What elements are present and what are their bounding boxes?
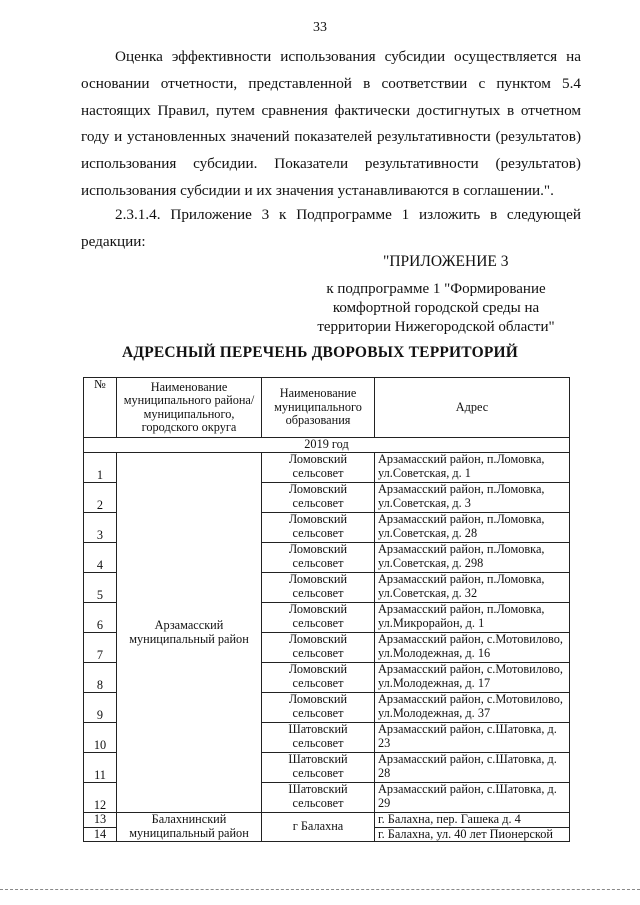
header-address: Адрес bbox=[375, 378, 570, 438]
address-cell: г. Балахна, пер. Гашека д. 4 bbox=[375, 813, 570, 828]
row-number: 12 bbox=[84, 783, 117, 813]
header-locality: Наименование муниципального образования bbox=[262, 378, 375, 438]
address-cell: Арзамасский район, с.Мотовилово, ул.Молодежная, д. 37 bbox=[375, 693, 570, 723]
row-number: 5 bbox=[84, 573, 117, 603]
locality-cell: Ломовский сельсовет bbox=[262, 483, 375, 513]
locality-cell: Ломовский сельсовет bbox=[262, 513, 375, 543]
locality-cell: Ломовский сельсовет bbox=[262, 693, 375, 723]
table-header-row bbox=[84, 378, 570, 438]
row-number: 13 bbox=[84, 813, 117, 828]
municipality-cell: Арзамасский муниципальный район bbox=[117, 453, 262, 813]
row-number: 4 bbox=[84, 543, 117, 573]
row-number: 6 bbox=[84, 603, 117, 633]
row-number: 14 bbox=[84, 827, 117, 842]
locality-cell: Шатовский сельсовет bbox=[262, 783, 375, 813]
address-cell: Арзамасский район, с.Мотовилово, ул.Молодежная, д. 16 bbox=[375, 633, 570, 663]
paragraph-appendix-change: 2.3.1.4. Приложение 3 к Подпрограмме 1 изложить в следующей редакции: bbox=[81, 206, 581, 250]
row-number: 9 bbox=[84, 693, 117, 723]
address-cell: Арзамасский район, п.Ломовка, ул.Советская, д. 32 bbox=[375, 573, 570, 603]
address-cell: Арзамасский район, с.Мотовилово, ул.Молодежная, д. 17 bbox=[375, 663, 570, 693]
address-cell: Арзамасский район, п.Ломовка, ул.Советская, д. 28 bbox=[375, 513, 570, 543]
locality-cell: Ломовский сельсовет bbox=[262, 663, 375, 693]
locality-cell: Ломовский сельсовет bbox=[262, 603, 375, 633]
locality-cell: Ломовский сельсовет bbox=[262, 633, 375, 663]
row-number: 3 bbox=[84, 513, 117, 543]
row-number: 11 bbox=[84, 753, 117, 783]
table-row bbox=[84, 453, 570, 483]
address-cell: Арзамасский район, п.Ломовка, ул.Советская, д. 298 bbox=[375, 543, 570, 573]
row-number: 2 bbox=[84, 483, 117, 513]
row-number: 8 bbox=[84, 663, 117, 693]
address-cell: г. Балахна, ул. 40 лет Пионерской bbox=[375, 827, 570, 842]
locality-cell: Ломовский сельсовет bbox=[262, 543, 375, 573]
header-municipality: Наименование муниципального района/ муниципального, городского округа bbox=[117, 378, 262, 438]
table-row bbox=[84, 813, 570, 828]
address-cell: Арзамасский район, с.Шатовка, д. 23 bbox=[375, 723, 570, 753]
table-body bbox=[84, 438, 570, 842]
page-number: 33 bbox=[313, 20, 327, 35]
locality-cell: г Балахна bbox=[262, 813, 375, 842]
paragraph-text: Оценка эффективности использования субсидии осуществляется на основании отчетности, представленной в соответствии с пунктом 5.4 настоящих Правил, путем сравнения фактически достигнутых в отчетном году и установленных значений показателей результативности (результатов) использования субсидии. Показатели результативности (результатов) использования субсидии и их значения устанавливаются в соглашении.". bbox=[81, 48, 581, 199]
address-cell: Арзамасский район, с.Шатовка, д. 29 bbox=[375, 783, 570, 813]
header-num: № bbox=[84, 378, 117, 438]
row-number: 1 bbox=[84, 453, 117, 483]
locality-cell: Ломовский сельсовет bbox=[262, 573, 375, 603]
municipality-cell: Балахнинский муниципальный район bbox=[117, 813, 262, 842]
locality-cell: Ломовский сельсовет bbox=[262, 453, 375, 483]
row-number: 10 bbox=[84, 723, 117, 753]
address-table bbox=[83, 377, 570, 842]
locality-cell: Шатовский сельсовет bbox=[262, 723, 375, 753]
row-number: 7 bbox=[84, 633, 117, 663]
appendix-subtitle: к подпрограмме 1 "Формирование комфортной городской среды на территории Нижегородской области" bbox=[317, 281, 555, 335]
appendix-title: "ПРИЛОЖЕНИЕ 3 bbox=[383, 253, 509, 270]
scan-edge-line bbox=[0, 889, 640, 891]
address-cell: Арзамасский район, п.Ломовка, ул.Советская, д. 3 bbox=[375, 483, 570, 513]
paragraph-subsidy-evaluation bbox=[81, 44, 581, 205]
address-cell: Арзамасский район, п.Ломовка, ул.Советская, д. 1 bbox=[375, 453, 570, 483]
year-label: 2019 год bbox=[84, 438, 570, 453]
year-row bbox=[84, 438, 570, 453]
table-title: АДРЕСНЫЙ ПЕРЕЧЕНЬ ДВОРОВЫХ ТЕРРИТОРИЙ bbox=[121, 344, 519, 361]
locality-cell: Шатовский сельсовет bbox=[262, 753, 375, 783]
address-cell: Арзамасский район, п.Ломовка, ул.Микрорайон, д. 1 bbox=[375, 603, 570, 633]
address-cell: Арзамасский район, с.Шатовка, д. 28 bbox=[375, 753, 570, 783]
